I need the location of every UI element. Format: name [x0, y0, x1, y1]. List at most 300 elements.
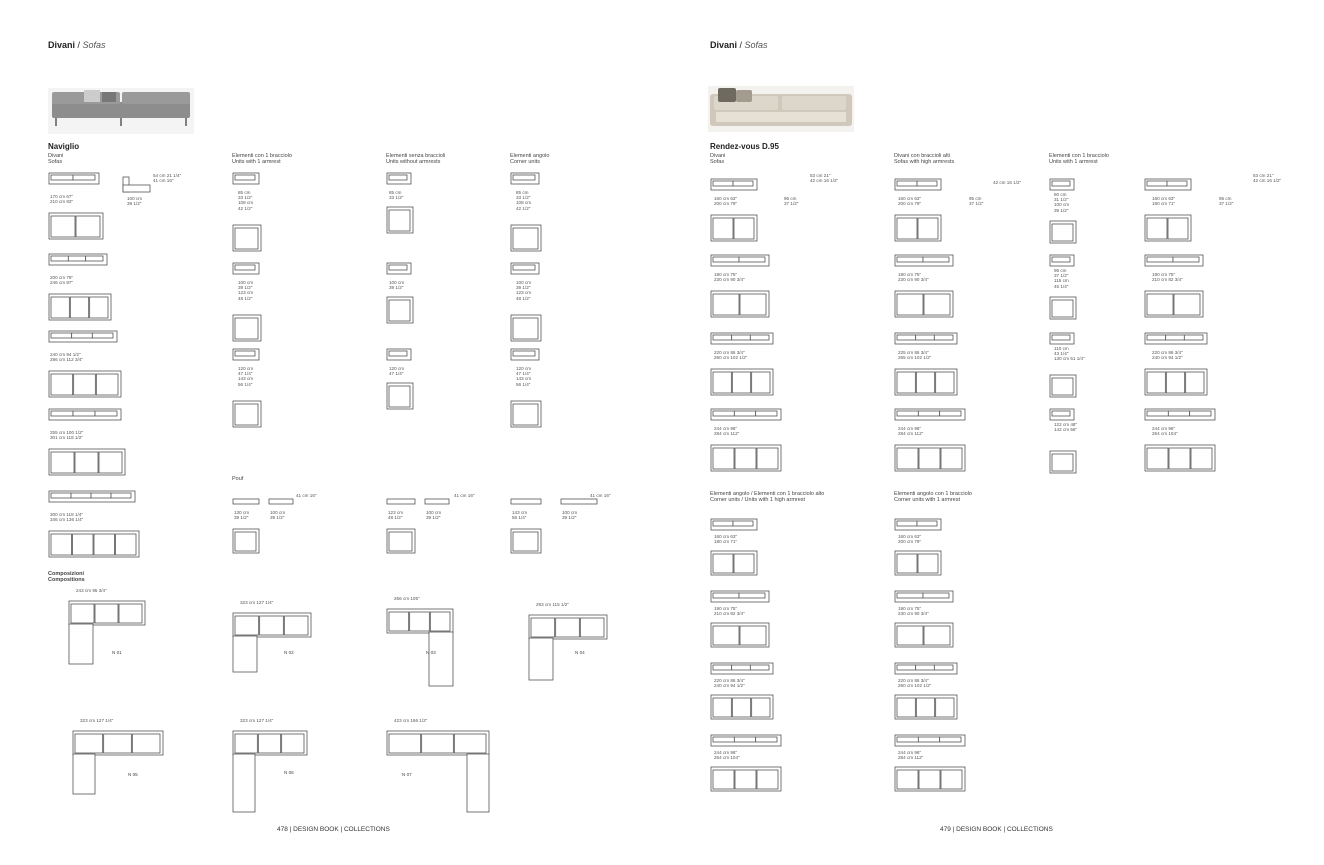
outline-shape [94, 534, 115, 555]
outline-shape [235, 532, 256, 551]
rv-one-large-front-1 [1144, 254, 1204, 268]
outline-shape [389, 612, 409, 631]
outline-shape [1147, 181, 1167, 186]
rv-corner-high-dims-2: 220 cm 86 3/4" 240 cm 94 1/2" [714, 678, 745, 689]
no-arm-plan-0 [386, 206, 414, 234]
sofa-front-2 [48, 330, 118, 344]
outline-shape [389, 265, 407, 270]
rv-high-front-0 [894, 178, 942, 192]
page-footer: 479 | DESIGN BOOK | COLLECTIONS [940, 826, 1053, 833]
rv-corner-high-front-3 [710, 734, 782, 748]
outline-shape [897, 372, 915, 393]
outline-shape [96, 374, 118, 395]
one-arm-dims-1: 100 cm 39 1/2" 123 cm 48 1/2" [238, 280, 254, 301]
outline-shape [389, 175, 407, 180]
outline-shape [713, 372, 731, 393]
rendez-vous-photo [708, 86, 854, 132]
outline-shape [389, 210, 410, 231]
rv-corner-one-dims-0: 160 cm 63" 200 cm 79" [898, 534, 922, 545]
outline-shape [924, 626, 950, 645]
outline-shape [233, 636, 257, 672]
outline-shape [1173, 257, 1199, 262]
rv-one-large-plan-1 [1144, 290, 1204, 318]
rv-corner-one-dims-1: 190 cm 75" 230 cm 90 3/4" [898, 606, 929, 617]
outline-shape [561, 499, 597, 504]
rv-one-plan-1 [1049, 296, 1077, 320]
outline-shape [556, 618, 580, 637]
page-header: Divani / Sofas [710, 40, 768, 50]
no-arm-front-1 [386, 262, 412, 276]
product-name: Rendez-vous D.95 [710, 142, 779, 151]
outline-shape [389, 351, 407, 356]
outline-shape [75, 452, 98, 473]
outline-shape [425, 499, 449, 504]
outline-shape [76, 216, 100, 237]
rv-high-front-2 [894, 332, 958, 346]
rv-sofa-front-2 [710, 332, 774, 346]
outline-shape [51, 452, 74, 473]
sofa-plan-0 [48, 212, 104, 240]
outline-shape [916, 665, 935, 670]
rv-one-large-front-0 [1144, 178, 1192, 192]
rv-sofa-plan-0 [710, 214, 758, 242]
outline-shape [511, 499, 541, 504]
no-arm-dims-2: 120 cm 47 1/4" [389, 366, 405, 377]
rv-one-large-front-3 [1144, 408, 1216, 422]
composition-code-5: N 06 [284, 770, 294, 775]
outline-shape [1190, 411, 1211, 416]
outline-shape [531, 618, 555, 637]
outline-shape [70, 297, 88, 318]
rv-one-large-dims-0: 160 cm 63" 180 cm 71" [1152, 196, 1176, 207]
no-arm-front-0 [386, 172, 412, 186]
outline-shape [1052, 257, 1070, 262]
outline-shape [51, 297, 69, 318]
outline-shape [940, 411, 961, 416]
no-arm-dims-1: 100 cm 39 1/2" [389, 280, 405, 291]
rv-one-front-1 [1049, 254, 1075, 268]
pouf-plan-2 [386, 528, 416, 554]
section-label-corner: Elementi angolo Corner units [510, 153, 550, 165]
outline-shape [897, 665, 916, 670]
outline-shape [235, 318, 258, 339]
outline-shape [1052, 181, 1070, 186]
outline-shape [233, 499, 259, 504]
outline-shape [73, 534, 94, 555]
rv-high-dims-1: 190 cm 75" 230 cm 90 3/4" [898, 272, 929, 283]
one-arm-dims-0: 85 cm 33 1/2" 108 cm 42 1/2" [238, 190, 254, 211]
outline-shape [1147, 372, 1165, 393]
outline-shape [941, 770, 962, 789]
rv-one-plan-0 [1049, 220, 1077, 244]
outline-shape [897, 218, 917, 239]
outline-shape [897, 554, 917, 573]
rv-sofa-plan-2 [710, 368, 774, 396]
naviglio-photo [48, 88, 194, 134]
rv-one-dims-3: 122 cm 48" 142 cm 56" [1054, 422, 1078, 433]
outline-shape [74, 374, 96, 395]
rv-one-large-plan-0 [1144, 214, 1192, 242]
corner-front-2 [510, 348, 540, 362]
outline-shape [51, 256, 68, 261]
outline-shape [389, 300, 410, 321]
rv-corner-high-dims-3: 244 cm 96" 264 cm 104" [714, 750, 740, 761]
outline-shape [918, 737, 939, 742]
rv-corner-high-plan-1 [710, 622, 770, 648]
rv-sofa-front-1 [710, 254, 770, 268]
outline-shape [918, 218, 938, 239]
outline-shape [92, 333, 113, 338]
rv-one-large-dims-1: 190 cm 75" 210 cm 82 3/4" [1152, 272, 1183, 283]
rv-corner-one-front-1 [894, 590, 954, 604]
composition-code-2: N 03 [426, 650, 436, 655]
side-depth-dim-3: 95 cm 37 1/2" [1219, 196, 1234, 207]
rv-sofa-dims-2: 220 cm 86 3/4" 260 cm 102 1/2" [714, 350, 748, 361]
outline-shape [713, 448, 734, 469]
product-name: Naviglio [48, 142, 80, 151]
rv-corner-high-plan-2 [710, 694, 774, 720]
outline-shape [735, 770, 756, 789]
side-height-dim: 54 cm 21 1/4" 41 cm 16" [153, 173, 182, 184]
outline-shape [91, 493, 111, 498]
outline-shape [580, 618, 604, 637]
rv-corner-one-dims-3: 244 cm 96" 284 cm 112" [898, 750, 924, 761]
pouf-front-2 [386, 498, 416, 506]
outline-shape [51, 411, 73, 416]
outline-shape [936, 698, 954, 717]
outline-shape [713, 737, 734, 742]
outline-shape [104, 734, 132, 753]
outline-shape [1184, 335, 1203, 340]
outline-shape [75, 734, 103, 753]
outline-shape [422, 734, 454, 753]
sofa-plan-2 [48, 370, 122, 398]
outline-shape [757, 448, 778, 469]
outline-shape [95, 411, 117, 416]
rv-corner-one-front-3 [894, 734, 966, 748]
outline-shape [513, 351, 535, 356]
pouf-dims-5: 100 cm 39 1/2" [562, 510, 578, 521]
outline-shape [739, 593, 765, 598]
sofa-plan-4 [48, 530, 140, 558]
rv-high-dims-2: 225 cm 86 3/4" 265 cm 102 1/2" [898, 350, 932, 361]
pouf-plan-0 [232, 528, 260, 554]
outline-shape [919, 448, 940, 469]
outline-shape [897, 698, 915, 717]
one-arm-plan-0 [232, 224, 262, 252]
rv-one-front-2 [1049, 332, 1075, 346]
rv-corner-high-plan-3 [710, 766, 782, 792]
outline-shape [260, 616, 284, 635]
outline-shape [916, 335, 935, 340]
section-label-pouf: Pouf [232, 476, 244, 482]
sofa-front-3 [48, 408, 122, 422]
outline-shape [513, 532, 538, 551]
outline-shape [1052, 454, 1073, 471]
outline-shape [410, 612, 430, 631]
outline-shape [99, 452, 122, 473]
outline-shape [284, 616, 308, 635]
outline-shape [1147, 335, 1166, 340]
outline-shape [936, 372, 954, 393]
no-arm-dims-0: 85 cm 33 1/2" [389, 190, 404, 201]
outline-shape [732, 372, 750, 393]
composition-code-4: N 05 [128, 772, 138, 777]
outline-shape [750, 665, 769, 670]
outline-shape [1147, 294, 1173, 315]
outline-shape [1186, 372, 1204, 393]
outline-shape [132, 734, 160, 753]
outline-shape [1169, 448, 1190, 469]
pouf-front-3 [424, 498, 450, 506]
sofa-front-1 [48, 253, 108, 267]
outline-shape [429, 632, 453, 686]
outline-shape [734, 411, 755, 416]
outline-shape [934, 665, 953, 670]
outline-shape [235, 734, 257, 753]
outline-shape [733, 521, 753, 526]
outline-shape [897, 411, 918, 416]
pouf-plan-4 [510, 528, 542, 554]
one-arm-front-0 [232, 172, 260, 186]
composition-plan-0 [68, 600, 146, 666]
section-label-one-armrest: Elementi con 1 bracciolo Units with 1 armrest [1049, 153, 1109, 165]
rv-corner-high-dims-0: 160 cm 63" 180 cm 71" [714, 534, 738, 545]
rv-one-dims-0: 80 cm 31 1/2" 100 cm 39 1/2" [1054, 192, 1070, 213]
outline-shape [51, 175, 73, 180]
composition-code-1: N 02 [284, 650, 294, 655]
rv-corner-high-dims-1: 190 cm 75" 210 cm 82 3/4" [714, 606, 745, 617]
composition-code-6: N 07 [402, 772, 412, 777]
rv-high-plan-0 [894, 214, 942, 242]
outline-shape [73, 754, 95, 794]
no-arm-plan-1 [386, 296, 414, 324]
section-label-corner-high: Elementi angolo / Elementi con 1 bracciolo alto Corner units / Units with 1 high armrest [710, 491, 825, 503]
side-depth-dim: 95 cm 37 1/2" [784, 196, 799, 207]
corner-plan-2 [510, 400, 542, 428]
side-view-icon [122, 176, 152, 194]
outline-shape [897, 448, 918, 469]
outline-shape [71, 604, 94, 623]
outline-shape [734, 737, 755, 742]
one-arm-plan-1 [232, 314, 262, 342]
composition-plan-1 [232, 612, 312, 674]
rv-high-front-1 [894, 254, 954, 268]
header-title: Divani [48, 40, 76, 50]
rv-sofa-plan-3 [710, 444, 782, 472]
sofa-dims-3: 255 cm 100 1/2" 301 cm 118 1/2" [50, 430, 84, 441]
pouf-height-dim-1: 41 cm 16" [454, 493, 475, 498]
rv-one-dims-2: 110 cm 43 1/4" 130 cm 51 1/4" [1054, 346, 1085, 362]
outline-shape [713, 626, 739, 645]
section-label-high-armrests: Divani con braccioli alti Sofas with high armrests [894, 153, 955, 165]
rv-sofa-plan-1 [710, 290, 770, 318]
outline-shape [1191, 448, 1212, 469]
rv-corner-one-front-0 [894, 518, 942, 532]
pouf-height-dim-2: 41 cm 16" [590, 493, 611, 498]
composition-plan-4 [72, 730, 164, 796]
pouf-front-5 [560, 498, 598, 506]
rv-high-plan-2 [894, 368, 958, 396]
outline-shape [923, 593, 949, 598]
rv-corner-one-dims-2: 220 cm 86 3/4" 260 cm 102 1/2" [898, 678, 932, 689]
page-footer: 478 | DESIGN BOOK | COLLECTIONS [277, 826, 390, 833]
outline-shape [918, 411, 939, 416]
pouf-dims-4: 143 cm 56 1/4" [512, 510, 528, 521]
corner-dims-2: 120 cm 47 1/4" 143 cm 56 1/4" [516, 366, 532, 387]
sofa-front-0 [48, 172, 100, 186]
rv-corner-one-front-2 [894, 662, 958, 676]
sofa-front-4 [48, 490, 136, 504]
rv-one-large-front-2 [1144, 332, 1208, 346]
outline-shape [51, 534, 72, 555]
outline-shape [1052, 335, 1070, 340]
section-label-corner-one: Elementi angolo con 1 bracciolo Corner units with 1 armrest [894, 491, 972, 503]
composition-plan-5 [232, 730, 308, 814]
outline-shape [90, 297, 108, 318]
sofa-dims-4: 300 cm 118 1/4" 346 cm 136 1/4" [50, 512, 84, 523]
outline-shape [919, 770, 940, 789]
rv-one-plan-2 [1049, 374, 1077, 398]
outline-shape [389, 734, 421, 753]
composition-code-3: N 04 [575, 650, 585, 655]
composition-width-6: 423 cm 166 1/2" [394, 718, 428, 723]
side-depth-dim-2: 95 cm 37 1/2" [969, 196, 984, 207]
outline-shape [897, 521, 917, 526]
outline-shape [95, 604, 118, 623]
composition-code-0: N 01 [112, 650, 122, 655]
rv-high-front-3 [894, 408, 966, 422]
composition-plan-2 [386, 608, 454, 688]
header-subtitle: Sofas [82, 40, 106, 50]
outline-shape [51, 333, 72, 338]
rv-one-large-dims-3: 244 cm 96" 264 cm 104" [1152, 426, 1178, 437]
outline-shape [713, 698, 731, 717]
outline-shape [897, 294, 923, 315]
outline-shape [733, 181, 753, 186]
outline-shape [1052, 378, 1073, 395]
outline-shape [735, 448, 756, 469]
rv-sofa-front-0 [710, 178, 758, 192]
outline-shape [917, 181, 937, 186]
outline-shape [1052, 300, 1073, 317]
side-height-dim-3: 53 cm 21" 42 cm 16 1/2" [1253, 173, 1282, 184]
outline-shape [1147, 257, 1173, 262]
outline-shape [235, 265, 255, 270]
outline-shape [119, 604, 142, 623]
outline-shape [1168, 218, 1188, 239]
header-subtitle: Sofas [744, 40, 768, 50]
sofa-plan-3 [48, 448, 126, 476]
outline-shape [732, 665, 751, 670]
pouf-dims-0: 130 cm 39 1/2" [234, 510, 250, 521]
outline-shape [756, 411, 777, 416]
rv-one-front-3 [1049, 408, 1075, 422]
outline-shape [389, 386, 410, 407]
section-label-no-armrest: Elementi senza braccioli Units without armrests [386, 153, 446, 165]
outline-shape [235, 404, 258, 425]
outline-shape [235, 175, 255, 180]
rv-one-front-0 [1049, 178, 1075, 192]
rv-sofa-dims-1: 190 cm 75" 230 cm 90 3/4" [714, 272, 745, 283]
section-label-one-armrest: Elementi con 1 bracciolo Units with 1 armrest [232, 153, 292, 165]
corner-plan-1 [510, 314, 542, 342]
composition-width-1: 323 cm 127 1/4" [240, 600, 274, 605]
rv-one-dims-1: 95 cm 37 1/2" 115 cm 45 1/4" [1054, 268, 1069, 289]
one-arm-dims-2: 120 cm 47 1/4" 143 cm 56 1/4" [238, 366, 254, 387]
composition-width-3: 293 cm 115 1/2" [536, 602, 569, 607]
outline-shape [918, 554, 938, 573]
header-title: Divani [710, 40, 738, 50]
outline-shape [917, 521, 937, 526]
outline-shape [713, 257, 739, 262]
pouf-front-4 [510, 498, 542, 506]
outline-shape [732, 335, 751, 340]
rv-corner-one-plan-1 [894, 622, 954, 648]
outline-shape [1174, 294, 1200, 315]
outline-shape [233, 754, 255, 812]
rv-one-large-plan-2 [1144, 368, 1208, 396]
outline-shape [258, 734, 280, 753]
composition-plan-3 [528, 614, 608, 682]
outline-shape [111, 493, 131, 498]
side-height-dim: 53 cm 21" 42 cm 16 1/2" [810, 173, 839, 184]
outline-shape [713, 521, 733, 526]
rv-corner-high-front-2 [710, 662, 774, 676]
outline-shape [916, 372, 934, 393]
outline-shape [1166, 372, 1184, 393]
right-page [662, 0, 1324, 865]
outline-shape [86, 256, 103, 261]
rv-one-large-plan-3 [1144, 444, 1216, 472]
outline-shape [897, 257, 923, 262]
outline-shape [713, 218, 733, 239]
rv-one-plan-3 [1049, 450, 1077, 474]
outline-shape [713, 554, 733, 573]
rv-corner-one-plan-2 [894, 694, 958, 720]
outline-shape [1147, 448, 1168, 469]
outline-shape [1147, 218, 1167, 239]
outline-shape [235, 616, 259, 635]
outline-shape [740, 294, 766, 315]
sofa-dims-1: 200 cm 79" 246 cm 97" [50, 275, 74, 286]
rv-corner-one-plan-3 [894, 766, 966, 792]
outline-shape [734, 218, 754, 239]
composition-width-5: 323 cm 127 1/4" [240, 718, 274, 723]
outline-shape [713, 411, 734, 416]
corner-front-0 [510, 172, 540, 186]
rv-high-plan-3 [894, 444, 966, 472]
outline-shape [713, 665, 732, 670]
page-header: Divani / Sofas [48, 40, 106, 50]
outline-shape [269, 499, 293, 504]
outline-shape [897, 737, 918, 742]
outline-shape [513, 404, 538, 425]
outline-shape [513, 318, 538, 339]
outline-shape [467, 754, 489, 812]
outline-shape [235, 351, 255, 356]
outline-shape [897, 181, 917, 186]
pouf-height-dim-0: 41 cm 16" [296, 493, 317, 498]
outline-shape [756, 737, 777, 742]
rv-sofa-front-3 [710, 408, 782, 422]
outline-shape [389, 532, 412, 551]
outline-shape [897, 770, 918, 789]
one-arm-front-2 [232, 348, 260, 362]
pouf-front-0 [232, 498, 260, 506]
no-arm-plan-2 [386, 382, 414, 410]
outline-shape [1166, 335, 1185, 340]
